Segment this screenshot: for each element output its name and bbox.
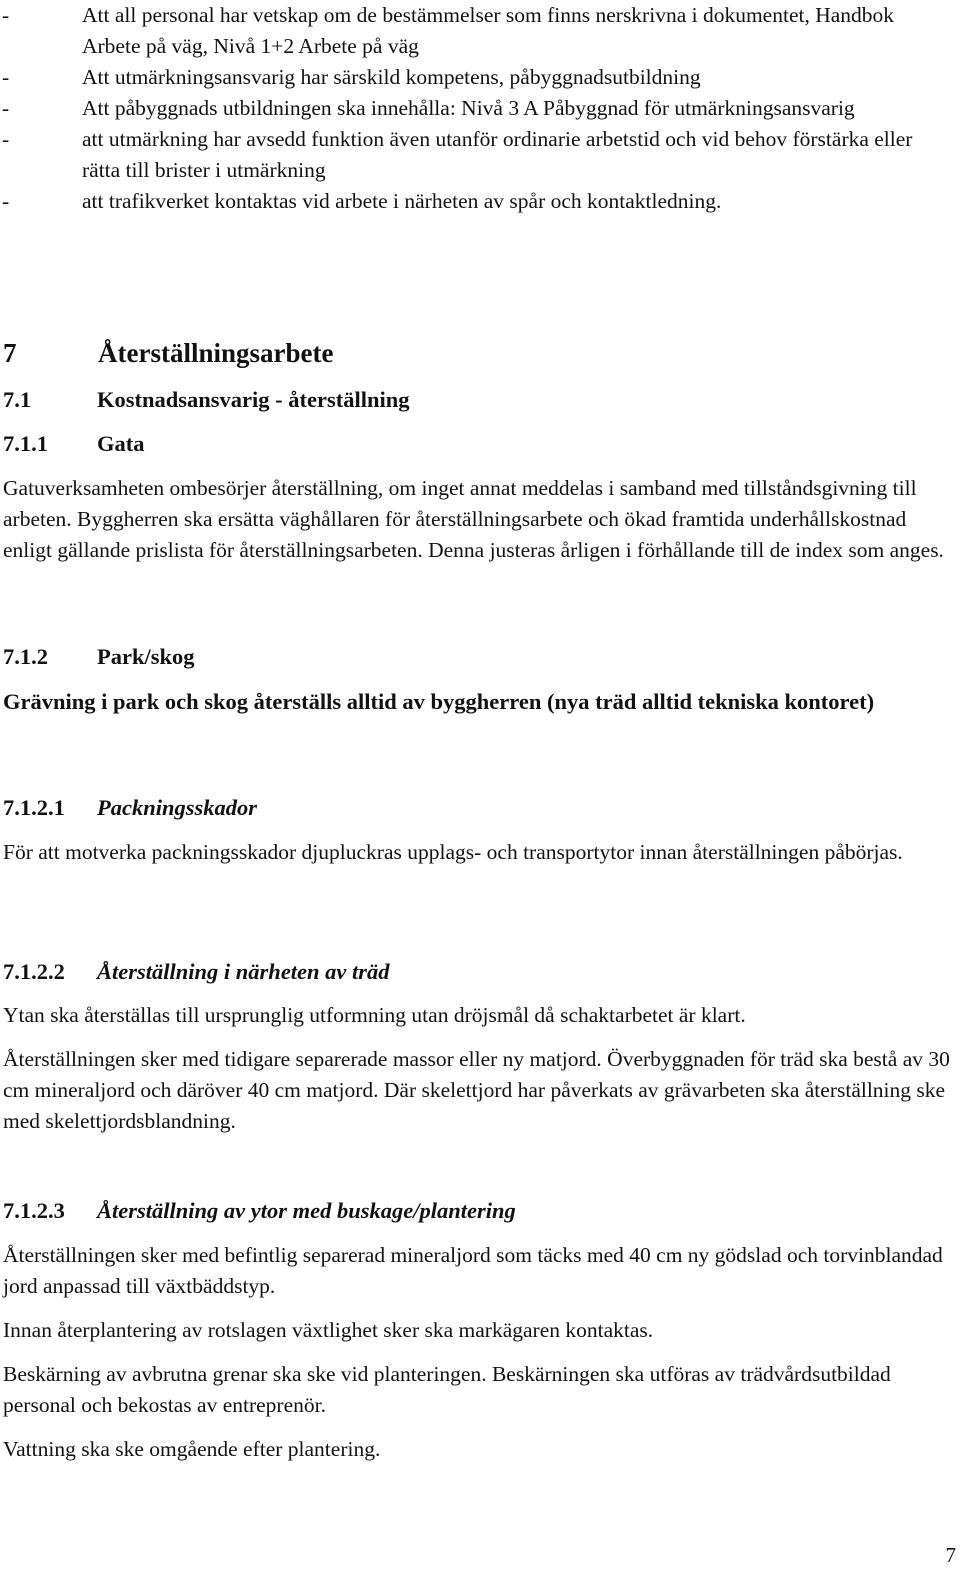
paragraph-buskage-2: Innan återplantering av rotslagen växtlighet sker ska markägaren kontaktas. bbox=[3, 1318, 654, 1342]
section-title: Kostnadsansvarig - återställning bbox=[97, 387, 410, 412]
bullet-dash: - bbox=[2, 3, 10, 27]
section-number: 7.1.2.3 bbox=[3, 1198, 65, 1223]
section-number: 7.1.1 bbox=[3, 431, 48, 456]
paragraph-packningsskador: För att motverka packningsskador djupluckras upplags- och transportytor innan återställningen påbörjas. bbox=[3, 840, 903, 864]
list-item bbox=[0, 93, 950, 124]
paragraph-gata: Gatuverksamheten ombesörjer återställning, om inget annat meddelas i samband med tillståndsgivning till arbeten. Byggherren ska ersätta väghållaren för återställningsarbete och ökad framtida underhållskostnad enligt gällande prislista för återställningsarbeten. Denna justeras årligen i förhållande till de index som anges. bbox=[3, 476, 944, 562]
heading-section-7-1-2-3 bbox=[3, 1195, 953, 1226]
paragraph-buskage-4: Vattning ska ske omgående efter plantering. bbox=[3, 1437, 381, 1461]
section-number: 7 bbox=[3, 338, 17, 368]
list-item bbox=[0, 186, 950, 217]
section-title: Återställningsarbete bbox=[98, 338, 334, 368]
section-title: Återställning i närheten av träd bbox=[97, 959, 390, 984]
section-number: 7.1.2.2 bbox=[3, 959, 65, 984]
bullet-dash: - bbox=[2, 127, 10, 151]
requirements-list bbox=[0, 0, 950, 217]
section-title: Återställning av ytor med buskage/plantering bbox=[97, 1198, 516, 1223]
section-title: Park/skog bbox=[97, 644, 195, 669]
paragraph-buskage-1: Återställningen sker med befintlig separerad mineraljord som täcks med 40 cm ny gödslad och torvinblandad jord anpassad till växtbäddstyp. bbox=[3, 1243, 943, 1298]
heading-section-7 bbox=[3, 335, 953, 371]
heading-section-7-1 bbox=[3, 384, 953, 415]
page-number: 7 bbox=[945, 1543, 956, 1567]
heading-section-7-1-2 bbox=[3, 641, 953, 672]
section-title: Packningsskador bbox=[97, 795, 258, 820]
section-title: Gata bbox=[97, 431, 145, 456]
paragraph-trad-1: Ytan ska återställas till ursprunglig utformning utan dröjsmål då schaktarbetet är klart. bbox=[3, 1003, 746, 1027]
section-number: 7.1.2.1 bbox=[3, 795, 65, 820]
bullet-dash: - bbox=[2, 65, 10, 89]
list-item bbox=[0, 0, 950, 62]
bullet-dash: - bbox=[2, 189, 10, 213]
list-item-text: Att påbyggnads utbildningen ska innehålla: Nivå 3 A Påbyggnad för utmärkningsansvarig bbox=[82, 96, 855, 120]
bullet-dash: - bbox=[2, 96, 10, 120]
list-item bbox=[0, 124, 950, 186]
list-item-text: att trafikverket kontaktas vid arbete i närheten av spår och kontaktledning. bbox=[82, 189, 722, 213]
paragraph-buskage-3: Beskärning av avbrutna grenar ska ske vid planteringen. Beskärningen ska utföras av trädvårdsutbildad personal och bekostas av entreprenör. bbox=[3, 1362, 891, 1417]
section-number: 7.1 bbox=[3, 387, 32, 412]
paragraph-park-skog: Grävning i park och skog återställs alltid av byggherren (nya träd alltid tekniska kontoret) bbox=[3, 689, 875, 714]
heading-section-7-1-2-1 bbox=[3, 792, 953, 823]
list-item bbox=[0, 62, 950, 93]
list-item-text: att utmärkning har avsedd funktion även utanför ordinarie arbetstid och vid behov förstärka eller rätta till brister i utmärkning bbox=[82, 127, 913, 182]
list-item-text: Att all personal har vetskap om de bestämmelser som finns nerskrivna i dokumentet, Handbok Arbete på väg, Nivå 1+2 Arbete på väg bbox=[82, 3, 895, 58]
heading-section-7-1-1 bbox=[3, 428, 953, 459]
paragraph-trad-2: Återställningen sker med tidigare separerade massor eller ny matjord. Överbyggnaden för träd ska bestå av 30 cm mineraljord och däröver 40 cm matjord. Där skelettjord har påverkats av grävarbeten ska återställning ske med skelettjordsblandning. bbox=[3, 1047, 950, 1133]
list-item-text: Att utmärkningsansvarig har särskild kompetens, påbyggnadsutbildning bbox=[82, 65, 701, 89]
section-number: 7.1.2 bbox=[3, 644, 48, 669]
heading-section-7-1-2-2 bbox=[3, 956, 953, 987]
